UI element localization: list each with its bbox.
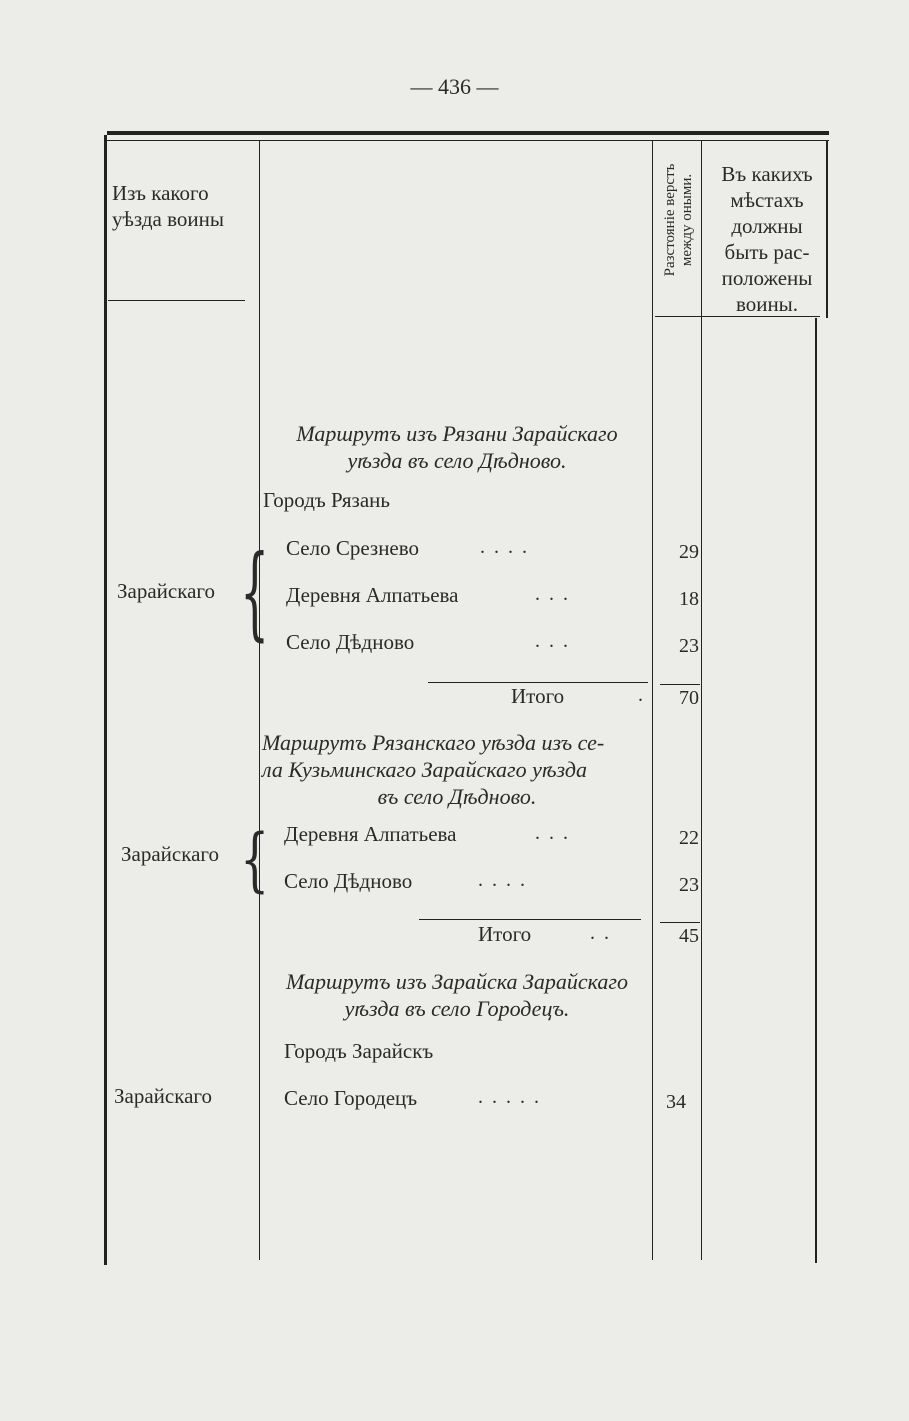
route-3-title-line-1: Маршрутъ изъ Зарайска Зарайскаго [286, 969, 628, 994]
route-1-row-3-dots: . . . [535, 630, 570, 652]
route-2-total-rule-num [660, 922, 700, 923]
route-2-title [262, 729, 652, 810]
route-2-title-line-2: ла Кузьминскаго Зарайскаго уѣзда [262, 757, 587, 782]
route-1-row-3-place: Село Дѣдново [286, 630, 415, 654]
table-top-rule-thin [107, 140, 829, 141]
route-3-row-1-place: Село Городецъ [284, 1086, 418, 1110]
route-2-title-line-1: Маршрутъ Рязанскаго уѣзда изъ се- [262, 730, 605, 755]
header-distance-column [662, 140, 696, 300]
route-3-start: Городъ Зарайскъ [284, 1039, 434, 1063]
route-2-brace: { [240, 818, 270, 900]
route-3-title-line-2: уѣзда въ село Городецъ. [344, 996, 570, 1021]
header-places-line-3: должны [731, 214, 803, 238]
page-number: — 436 — [410, 74, 499, 99]
route-1-title [262, 420, 652, 474]
route-2-row-1-dist: 22 [679, 827, 699, 849]
right-border [826, 140, 828, 318]
route-2-total-label: Итого [478, 922, 532, 946]
route-1-row-2-place: Деревня Алпатьева [286, 583, 459, 607]
header-places-line-5: положены [721, 266, 813, 290]
route-1-row-2-dots: . . . [535, 583, 570, 605]
route-1-total-label: Итого [511, 684, 565, 708]
header-places-column [708, 161, 826, 317]
table-top-rule [107, 131, 829, 135]
route-2-row-2-dist: 23 [679, 874, 699, 896]
route-1-title-line-2: уѣзда въ село Дѣдново. [347, 448, 567, 473]
route-3-district: Зарайскаго [114, 1084, 213, 1108]
header-places-line-2: мѣстахъ [730, 188, 804, 212]
col-divider-3 [701, 140, 702, 1260]
route-1-total-rule-num [660, 684, 700, 685]
route-1-district: Зарайскаго [117, 579, 216, 603]
route-1-row-1-dist: 29 [679, 541, 699, 563]
route-1-total-dots: . [638, 684, 645, 706]
route-2-row-1-place: Деревня Алпатьева [284, 822, 457, 846]
left-border [104, 135, 107, 1265]
route-3-title [262, 968, 652, 1022]
route-2-total: 45 [679, 925, 699, 947]
route-3-row-1-dist: 34 [666, 1091, 686, 1113]
header-places-line-6: воины. [735, 292, 799, 316]
route-1-row-3-dist: 23 [679, 635, 699, 657]
route-1-brace: { [240, 532, 270, 652]
header-district-line-2: уѣзда воины [112, 207, 224, 231]
route-2-row-2-dots: . . . . [478, 869, 527, 891]
route-1-row-1-place: Село Срезнево [286, 536, 420, 560]
route-2-title-line-3: въ село Дѣдново. [377, 784, 537, 809]
header-district-column [112, 180, 224, 232]
route-1-total: 70 [679, 687, 699, 709]
header-distance-line-1: Разстояніе верстъ [662, 163, 678, 277]
header-underline-left [108, 300, 245, 301]
route-2-total-dots: . . [590, 922, 611, 944]
header-distance-line-2: между оными. [679, 173, 695, 267]
route-1-row-2-dist: 18 [679, 588, 699, 610]
route-2-row-2-place: Село Дѣдново [284, 869, 413, 893]
route-1-title-line-1: Маршрутъ изъ Рязани Зарайскаго [296, 421, 618, 446]
header-places-line-1: Въ какихъ [721, 162, 813, 186]
route-2-row-1-dots: . . . [535, 822, 570, 844]
route-1-total-rule [428, 682, 648, 683]
col-divider-1 [259, 140, 260, 1260]
route-1-start: Городъ Рязань [263, 488, 390, 512]
header-places-line-4: быть рас- [724, 240, 810, 264]
route-2-total-rule [419, 919, 641, 920]
route-2-district: Зарайскаго [121, 842, 220, 866]
route-3-row-1-dots: . . . . . [478, 1086, 541, 1108]
header-district-line-1: Изъ какого [112, 181, 209, 205]
route-1-row-1-dots: . . . . [480, 536, 529, 558]
right-border-lower [815, 318, 817, 1263]
